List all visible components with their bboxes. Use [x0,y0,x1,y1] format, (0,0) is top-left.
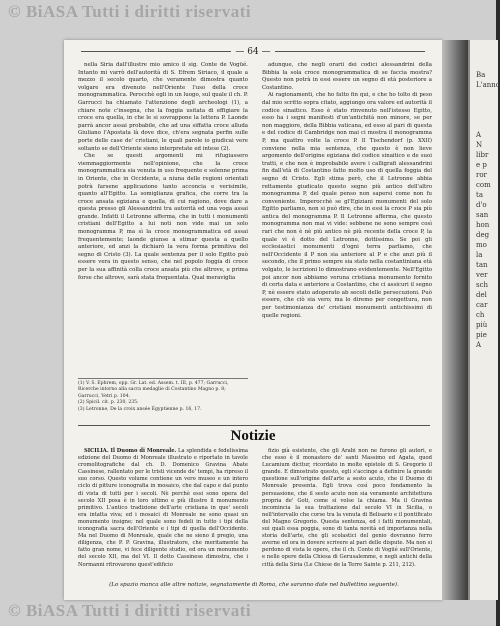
next-page-fragment: ver [476,271,488,279]
next-page-fragment: com [476,181,491,189]
next-page-fragment: N [476,141,483,149]
footnote: (1) V. S. Ephrem, opp. Gr. Lat. ed. Assem. t. III, p. 477; Garrucci, Ricerche intorno alla sacra medaglie di Costantino Magno p. 8; Garrucci, Vetri p. 104. [78,381,229,399]
watermark-top: © BiASA Tutti i diritti riservati [8,2,252,21]
page-number: — 64 — [64,47,442,57]
next-page-fragment: L'anno [476,81,500,89]
document-page [64,40,442,600]
next-page-fragment: ch [476,311,485,319]
next-page-fragment: A [476,131,482,139]
notizie-section [78,448,432,580]
notizie-text: fizio già esistente, che gli Arabi non ne furono gli autori, e che esso è il monastero de' santi Massimo ed Agata, quod Lucamium dicitur, ricordato in molte epistole di S. Gregorio il grande. E dimostrato questo, egli s'accinge a definire la grande questione sull'origine dell'arte a sesto acuto, che il Duomo di Monreale presenta. Egli trova così poco fondamento la persuasione, che il sesto acuto non sia veramente architettura propria de' Goti, come si volse la chiama. Ma il Gravina incomincia la sua trattazione dal secolo VI in Sicilia, o nell'intervallo che corse tra la venuta di Belisario e il pontificato del Magno Gregorio. Questa sentenza, ed i fatti monumentali, sui quali essa poggia, sono di tanta novità ed importanza nella storia dell'arte, che gli scolastici del genio dovranno ferro averne ed ora in dovere scrivere al pari delle dispute. Ma non si perdono di vista le opere, che il ch. Conte di Vogüé sull'Oriente, e nelle opere della Chiesa di Gerusalemme, e negli antichi della città della Siria (Le Chiese de la Terre Sainte p. 211, 212). [262,448,432,568]
next-page-fragment: libr [476,151,489,159]
next-page-edge [468,40,498,600]
footnote: (3) Letronne, De la croix ansée Égyptienne p. 16, 17. [78,406,202,412]
next-page-fragment: hon [476,221,490,229]
next-page-fragment: san [476,211,489,219]
next-page-fragment: mo [476,241,487,249]
next-page-fragment: pie [476,331,487,339]
notizie-left-column [78,448,248,569]
next-page-fragment: più [476,321,488,329]
next-page-fragment: la [476,251,483,259]
next-page-fragment: ta [476,191,483,199]
next-page-fragment: A [476,341,482,349]
section-title: Notizie [230,428,276,444]
paragraph: Che se questi argomenti mi rifugiassero viemmaggiormente nell'opinione, che la croce monogrammatica sia venuta in uso frequente e solenne prima in Oriente, che in Occidente, a niuna delle regioni orientali potrà farsene applicazione tanto acconcia e verisimile, quanto all'Egitto. La somiglianza grafica, che corre tra la croce ansata egiziana e quella, di cui ragiono, dove dare a questa presso gli Alessandrini tra autorità ed una voga assai grande. Infatti il Letronne afferma, che in tutti i monumenti cristiani dell'Egitto a lui noti non vide mai un solo monogramma P, ma sì la croce monogrammatica ed assai frequentemente; laonde giunse a stimar questa a quello anteriore, ed anzi la dichiarò la vera forma primitiva del segno di Cristo (3). La quale sentenza per il solo Egitto può essere vera in questo senso, che nel popolo foggia di croce per la sua affinità colla croce ansata più che altrove, e prima forse che altrove, sarà stata frequentata. Qual meraviglia [78,153,248,281]
next-page-fragment: car [476,301,488,309]
upper-right-column [262,62,432,320]
next-page-fragment: ror [476,171,487,179]
next-page-fragment: deg [476,231,490,239]
notizie-text: La splendida e fedelissima edizione del Duomo di Monreale illustrato e riportato in tavole cromolitografiche dal ch. D. Domenico Gravina Abate Cassinese, rallentato per le tristi vicende de' tempi, ha ripreso il suo corso. Questo volume contiene un vero museo e un intero ciclo di pitture iconografia in mosaico, che dal capo e dal punto di vista di tutti per i secoli. Nè perchè essi sono opera del secolo XII posa è in loro ultimo e più illustre il monumento primitivo. L'antico tradizione dell'arte cristiana in que' secoli era intatta viva; ed i mosaici di Monreale ne sono quasi un monumento insigne; nel quale sono fedeli in tutto i tipi della iconografia sacra dell'Oriente e i tipi di quella dell'Occidente. Ma nel Duomo di Monreale, quale che ne sieno il pregio, una diligenza, che P. P. Gravina, illustratore, che meritamente ha fatto gran nome, vi fece diligente studio, ed ora un monumento del secolo XII, ma del VI. Il dotto Cassinese dimostra, che i Normanni ritrovarono quest'edificio [78,448,248,568]
notizie-right-column [262,448,432,569]
closing-note: (Lo spazio manca alle altre notizie, segnatamente di Roma, che saranno date nel bullettino seguente). [109,582,399,588]
notizie-heading: SICILIA. Il Duomo di Monreale. [84,448,177,454]
upper-left-column [78,62,248,282]
footnotes [78,378,248,413]
next-page-fragment: Ba [476,71,486,79]
next-page-fragment: sch [476,281,489,289]
section-rule [78,425,430,426]
next-page-fragment: d'o [476,201,487,209]
next-page-fragment: tan [476,261,488,269]
book-gutter [442,40,468,600]
next-page-fragment: e p [476,161,487,169]
paragraph: Ai ragionamenti, che ho fatto fin qui, e che ho tolto di peso dal mio scritto sopra citato, aggiungo ora valore ed autorità il codice sinaitico. Esso è stato rinvenuto nell'istesso Egitto, esso ha i segni manifesti d'un'antichità non minore, se per non maggiore, della Bibbia vaticana, ed esso al pari di questa e del codice di Cambridge non mai ci mostra il monogramma P, ma quattro volte la croce P. Il Tischendorf (p. XXII) conviene nella mia sentenza, che questo è non lieve argomento dell'origine egiziana del codice sinaitico e de suoi tratti, e che non è improbabile avere i calligrafi alessandrini fin dall'età di Costantino fatto molto uso di quella foggia del segno di Cristo. Egli stima però, che il Letronne abbia rettamente giudicato questo segno più antico dell'altro monogramma P, del quale penso non sapersi come non fu conveniente. Imperocchè se gl'Egiziani monumenti del solo Egitto parliamo, non si può dire, che in essi la croce P sia più antica del monogramma P. Il Letronne afferma, che questo monogramma non mai vi vide: sebbene ne sono sempre così rari che non è nè più antico nè più recente della croce P, la quale vi è dotto del Letronne, dottissimo. Se poi gli ecclesiastici monumenti d'ogni terra parliamo, che nell'Occidente il P non sia anteriore al P e che anzi più il secondo, che il primo sempre sia stato nella costantiniana età volgato, le iscrizioni lo dimostrano evidentemente. Nell'Egitto poi ancor non abbiamo veruna cristiana monumento fornito di certa data e anteriore a Costantino, che ci assicuri il segno P, nè essere stato adoperato ab secoli delle persecuzioni. Può essere, che ciò sia vero; ma lo diremo per congettura, non per testimonianza de' cristiani monumenti antichissimi di quelle regioni. [262,92,432,319]
next-page-fragment: del [476,291,487,299]
paragraph: nella Siria dall'illustre mio amico il sig. Conte de Vogüé. Intanto mi varrò dell'autorità di S. Efrem Siriaco, il quale a mezzo il secolo quarto, che veramente dimostra quanto volgare era divenuto nell'Oriente l'uso della croce monogrammatica. Perocchè egli in un luogo, sul quale il ch. P. Garrucci ha chiamato l'attenzione degli archeologi (1), a chiare note c'insegna, che la foggia usitata di effigiare la croce era quella, in che le si sovrappone la lettera P. Laonde parrà ancor assai probabile, che ad una siffatta croce alluda Giuliano l'Apostata là dove dice, ch'era segnata perfin sulle porte delle case de' cristiani, le quali parole io giudicai vere soltanto se dell'Oriente sieno interpretate ed intese (2). [78,62,248,152]
watermark-bottom: © BiASA Tutti i diritti riservati [8,601,252,620]
footnote: (2) Spicil. cit. p. 230, 235. [78,400,139,406]
paragraph: adunque, che negli orarii dei codici alessandrini della Bibbia la sola croce monogrammatica di se faccia mostra? Questo non potrà in essi essere un segno di età posteriore a Costantino. [262,62,432,91]
